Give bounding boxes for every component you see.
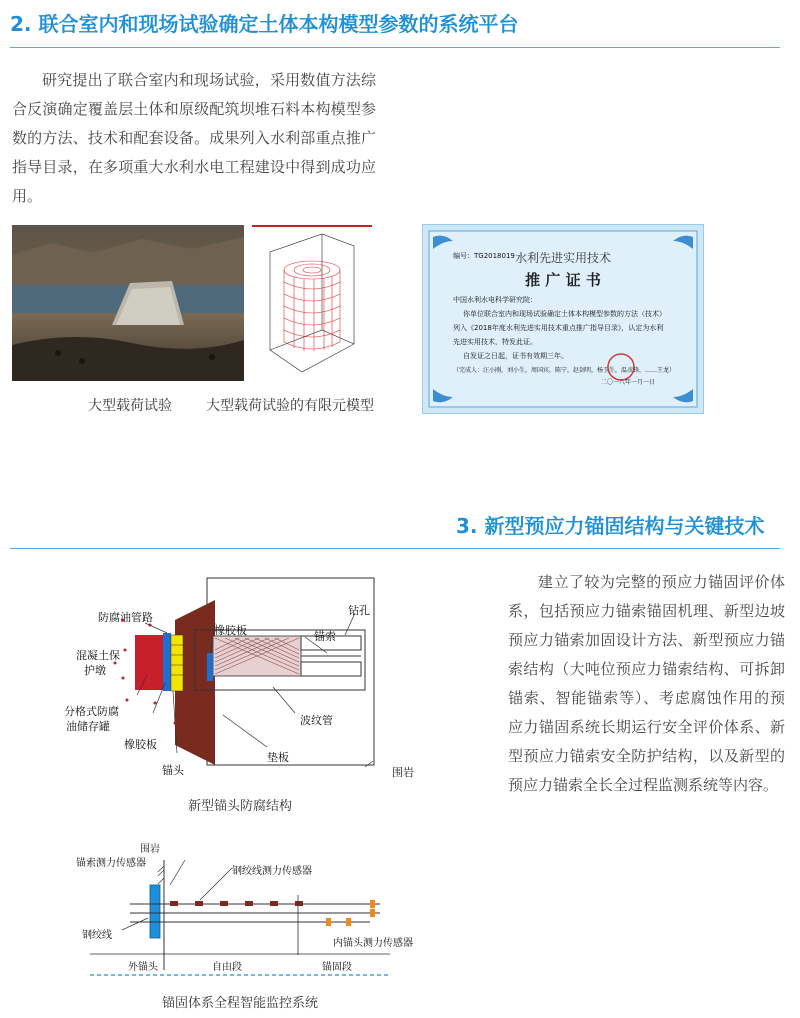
label-rubber-bottom: 橡胶板 (124, 738, 157, 751)
label-cable: 锚索 (314, 630, 336, 643)
label-mon-rock: 围岩 (140, 844, 160, 855)
section2-paragraph: 研究提出了联合室内和现场试验，采用数值方法综合反演确定覆盖层土体和原级配筑坝堆石料本构模型参数的方法、技术和配套设备。成果列入水利部重点推广指导目录，在多项重大水利水电工程建设中得到成功应用。 (12, 71, 376, 205)
label-drill: 钻孔 (348, 604, 370, 617)
label-mon-strand-sensor: 钢绞线测力传感器 (232, 866, 312, 877)
label-bellows: 波纹管 (300, 714, 333, 727)
label-pad: 垫板 (267, 751, 289, 764)
label-mon-strand: 钢绞线 (82, 930, 112, 941)
section2-title: 2. 联合室内和现场试验确定土体本构模型参数的系统平台 (10, 12, 519, 36)
section3-paragraph: 建立了较为完整的预应力锚固评价体系，包括预应力锚索锚固机理、新型边坡预应力锚索加固设计方法、新型预应力锚索结构（大吨位预应力锚索结构、可拆卸锚索、智能锚索等）、考虑腐蚀作用的预应力锚固系统长期运行安全评价体系、新型预应力锚索安全防护结构，以及新型的预应力锚索全长全过程监测系统等内容。 (508, 573, 785, 794)
label-mon-inner-sensor: 内锚头测力传感器 (333, 938, 413, 949)
certificate (422, 224, 704, 414)
cert-header: 水利先进实用技术 (514, 251, 611, 265)
label-concrete-2: 护墩 (84, 664, 106, 677)
caption-load-test: 大型载荷试验 (88, 398, 172, 414)
cert-addressee: 中国水利水电科学研究院： (453, 296, 537, 304)
fem-top-line (252, 225, 372, 227)
concrete-block-shape (135, 635, 165, 690)
label-oil-pipe: 防腐油管路 (98, 611, 153, 624)
cert-line4: 自发证之日起，证书有效期三年。 (463, 352, 568, 360)
caption-monitoring: 锚固体系全程智能监控系统 (161, 996, 318, 1011)
load-test-photo (12, 225, 244, 381)
label-mon-outer-head: 外锚头 (128, 962, 158, 973)
cert-line1: 你单位联合室内和现场试验确定土体本构模型参数的方法（技术） (463, 310, 666, 318)
cert-line3: 先进实用技术，特发此证。 (453, 338, 537, 346)
cert-line5: （完成人：汪小刚，刘小生，周国宾，陈宁，赵剑明，杨玉生，温彦锋，……王龙） (453, 367, 676, 374)
outer-sensor-shape (150, 885, 160, 938)
label-tank-1: 分格式防腐 (64, 705, 119, 718)
fem-model-figure (262, 232, 362, 382)
label-head: 锚头 (162, 764, 184, 777)
caption-anchor-head: 新型锚头防腐结构 (187, 799, 292, 814)
section3-title: 3. 新型预应力锚固结构与关键技术 (456, 514, 765, 538)
cert-line2: 列入《2018年度水利先进实用技术重点推广指导目录》，认定为水利 (453, 324, 664, 332)
label-concrete-1: 混凝土保 (76, 649, 120, 662)
cert-date: 二〇一八年一月一日 (601, 379, 656, 386)
caption-fem-model: 大型载荷试验的有限元模型 (206, 398, 374, 414)
label-rock: 围岩 (392, 766, 414, 779)
label-mon-free: 自由段 (212, 962, 242, 973)
label-mon-anchor: 锚固段 (322, 962, 352, 973)
label-tank-2: 油储存罐 (66, 720, 110, 733)
label-rubber-top: 橡胶板 (214, 624, 247, 637)
label-mon-cable-sensor: 锚索测力传感器 (76, 858, 146, 869)
cert-title: 推 广 证 书 (525, 271, 601, 289)
section3-rule (10, 548, 780, 549)
anchor-head-diagram (55, 575, 395, 785)
cert-number: 编号：TG2018019 (453, 252, 515, 260)
section2-rule (10, 47, 780, 48)
